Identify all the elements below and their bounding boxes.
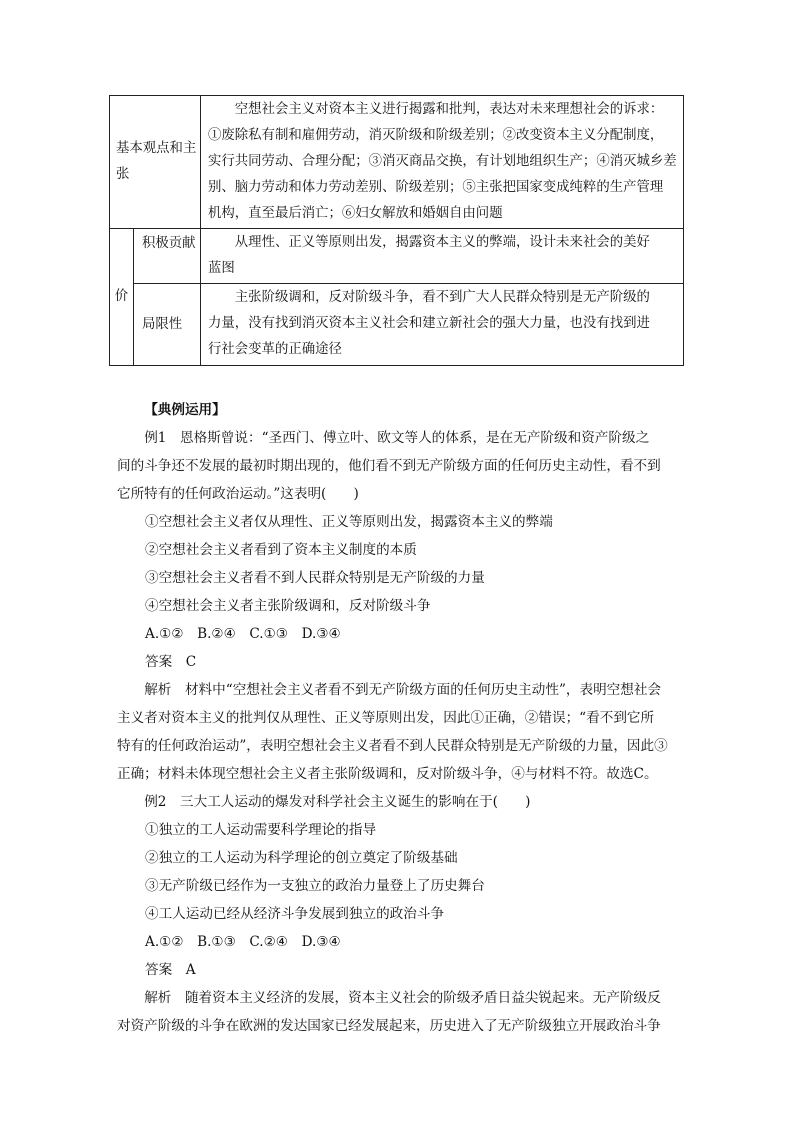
- example1-analysis-line: 主义者对资本主义的批判仅从理性、正义等原则出发，因此①正确，②错误；“看不到它所: [117, 710, 655, 726]
- examples-section: [117, 396, 679, 1040]
- example2-analysis-line: 对资产阶级的斗争在欧洲的发达国家已经发展起来，历史进入了无产阶级独立开展政治斗争: [117, 1018, 661, 1034]
- table-line: 蓝图: [208, 261, 235, 276]
- table-line: 行社会变革的正确途径: [208, 342, 342, 357]
- example1-option: ①空想社会主义者仅从理性、正义等原则出发，揭露资本主义的弊端: [145, 514, 553, 530]
- table-line: 别、脑力劳动和体力劳动差别、阶级差别；⑤主张把国家变成纯粹的生产管理: [208, 180, 664, 195]
- example1-analysis-line: 解析 材料中“空想社会主义者看不到无产阶级方面的任何历史主动性”，表明空想社会: [144, 682, 662, 698]
- table-line: 力量，没有找到消灭资本主义社会和建立新社会的强大力量，也没有找到进: [208, 316, 650, 331]
- table-line: 实行共同劳动、合理分配；③消灭商品交换，有计划地组织生产；④消灭城乡差: [208, 154, 677, 169]
- example1-option: ③空想社会主义者看不到人民群众特别是无产阶级的力量: [145, 570, 485, 586]
- section-title: 【典例运用】: [144, 402, 226, 418]
- table-line: 机构，直至最后消亡；⑥妇女解放和婚姻自由问题: [208, 206, 503, 221]
- table-line: 空想社会主义对资本主义进行揭露和批判，表达对未来理想社会的诉求：: [234, 102, 664, 117]
- example2-option: ②独立的工人运动为科学理论的创立奠定了阶级基础: [145, 850, 458, 866]
- example2-choices: A.①② B.①③ C.②④ D.③④: [145, 934, 341, 950]
- contribution-content: [201, 229, 684, 284]
- example1-answer: 答案 C: [145, 654, 197, 670]
- example1-stem-line: 例1 恩格斯曾说：“圣西门、傅立叶、欧文等人的体系，是在无产阶级和资产阶级之: [144, 430, 650, 446]
- views-header: 基本观点和主张: [110, 96, 201, 229]
- example2-option: ①独立的工人运动需要科学理论的指导: [145, 822, 377, 838]
- example1-option: ④空想社会主义者主张阶级调和，反对阶级斗争: [145, 598, 431, 614]
- example2-option: ③无产阶级已经作为一支独立的政治力量登上了历史舞台: [145, 878, 485, 894]
- example1-analysis-line: 特有的任何政治运动”，表明空想社会主义者看不到人民群众特别是无产阶级的力量，因此③: [117, 738, 668, 754]
- contribution-header: 积极贡献: [134, 229, 201, 284]
- example2-analysis-line: 解析 随着资本主义经济的发展，资本主义社会的阶级矛盾日益尖锐起来。无产阶级反: [144, 990, 661, 1006]
- example1-stem-line: 它所特有的任何政治运动。”这表明( ): [117, 486, 359, 502]
- example1-option: ②空想社会主义者看到了资本主义制度的本质: [145, 542, 417, 558]
- views-content: [201, 96, 684, 229]
- table-row-limitation: [110, 284, 684, 366]
- example2-option: ④工人运动已经从经济斗争发展到独立的政治斗争: [145, 906, 445, 922]
- example1-analysis-line: 正确；材料未体现空想社会主义者主张阶级调和，反对阶级斗争，④与材料不符。故选C。: [117, 766, 658, 782]
- table-row-contribution: [110, 229, 684, 284]
- example1-choices: A.①② B.②④ C.①③ D.③④: [145, 626, 341, 642]
- limitation-header: 局限性: [134, 284, 201, 366]
- table-line: ①废除私有制和雇佣劳动，消灭阶级和阶级差别；②改变资本主义分配制度，: [208, 128, 664, 143]
- limitation-content: [201, 284, 684, 366]
- example2-answer: 答案 A: [145, 962, 196, 978]
- utopian-socialism-table: [109, 95, 684, 366]
- table-line: 主张阶级调和，反对阶级斗争，看不到广大人民群众特别是无产阶级的: [234, 290, 650, 305]
- evaluation-header: 价: [110, 229, 134, 366]
- example1-stem-line: 间的斗争还不发展的最初时期出现的，他们看不到无产阶级方面的任何历史主动性，看不到: [117, 458, 661, 474]
- example2-stem: 例2 三大工人运动的爆发对科学社会主义诞生的影响在于( ): [144, 794, 531, 810]
- table-row-views: [110, 96, 684, 229]
- table-line: 从理性、正义等原则出发，揭露资本主义的弊端，设计未来社会的美好: [234, 235, 650, 250]
